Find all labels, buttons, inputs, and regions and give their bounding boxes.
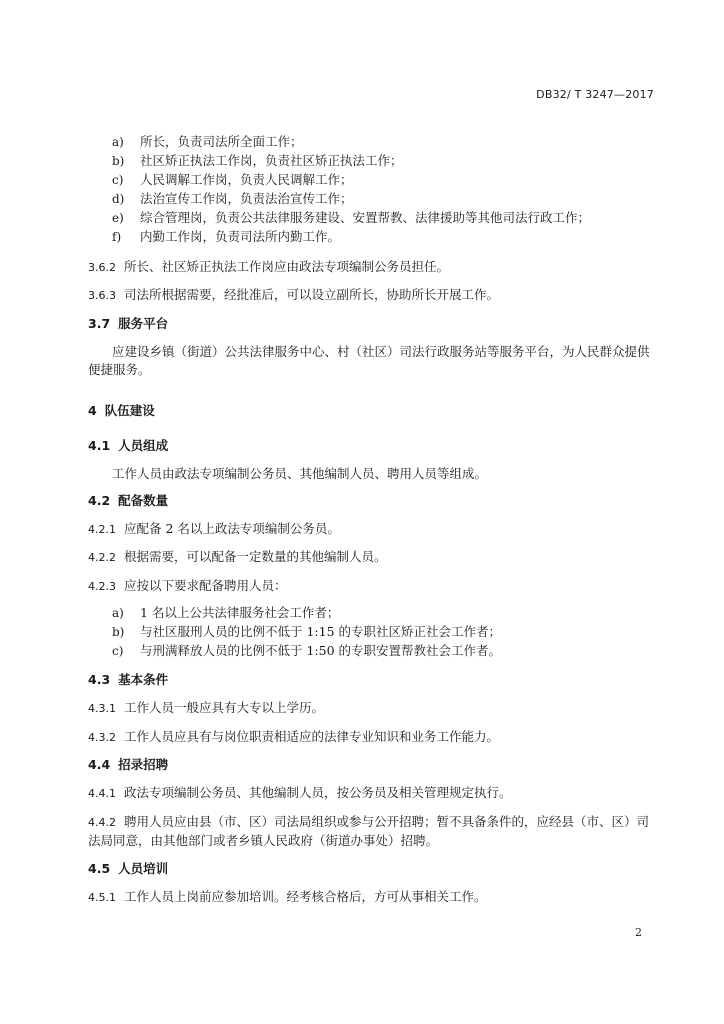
clause-number: 4.3.2 [88, 731, 116, 744]
list-text: 法治宣传工作岗，负责法治宣传工作； [140, 191, 353, 206]
section-title: 基本条件 [118, 672, 169, 687]
section-number: 3.7 [88, 316, 111, 331]
list-item [112, 642, 658, 660]
section-title: 招录招聘 [118, 757, 169, 772]
list-text: 与刑满释放人员的比例不低于 1:50 的专职安置帮教社会工作者。 [140, 643, 502, 658]
clause-number: 3.6.3 [88, 289, 116, 302]
list-text: 内勤工作岗，负责司法所内勤工作。 [140, 229, 341, 244]
section-heading-4 [88, 402, 658, 420]
list-marker: f) [112, 230, 122, 244]
section-number: 4.2 [88, 493, 111, 508]
clause-number: 4.5.1 [88, 891, 116, 904]
clause-4-4-1 [88, 784, 658, 803]
clause-number: 3.6.2 [88, 261, 116, 274]
list-item [112, 209, 658, 227]
clause-number: 4.2.3 [88, 580, 116, 593]
list-item [112, 604, 658, 622]
section-title: 人员培训 [118, 861, 169, 876]
section-title: 队伍建设 [104, 403, 155, 418]
list-marker: e) [112, 211, 124, 225]
clause-number: 4.2.1 [88, 523, 116, 536]
section-heading-4-2 [88, 492, 658, 510]
section-heading-4-4 [88, 756, 658, 774]
list-item [112, 171, 658, 189]
clause-text: 聘用人员应由县（市、区）司法局组织或参与公开招聘；暂不具备条件的，应经县（市、区）司法局同意，由其他部门或者乡镇人民政府（街道办事处）招聘。 [88, 814, 650, 848]
list-marker: d) [112, 192, 125, 206]
section-number: 4.5 [88, 861, 111, 876]
section-title: 服务平台 [118, 316, 169, 331]
list-item [112, 190, 658, 208]
clause-text: 工作人员一般应具有大专以上学历。 [124, 700, 325, 715]
clause-text: 应按以下要求配备聘用人员： [124, 578, 287, 593]
section-number: 4.3 [88, 672, 111, 687]
list-marker: a) [112, 135, 124, 149]
section-number: 4 [88, 403, 97, 418]
clause-text: 所长、社区矫正执法工作岗应由政法专项编制公务员担任。 [124, 259, 450, 274]
clause-4-4-2 [88, 813, 658, 850]
list-text: 与社区服刑人员的比例不低于 1:15 的专职社区矫正社会工作者； [140, 624, 502, 639]
section-heading-4-3 [88, 671, 658, 689]
clause-4-3-2 [88, 728, 658, 747]
clause-4-2-3 [88, 577, 658, 596]
list-text: 综合管理岗，负责公共法律服务建设、安置帮教、法律援助等其他司法行政工作； [140, 210, 591, 225]
list-item [112, 228, 658, 246]
list-text: 人民调解工作岗，负责人民调解工作； [140, 172, 353, 187]
page-number: 2 [635, 926, 642, 939]
clause-number: 4.2.2 [88, 551, 116, 564]
list-marker: c) [112, 173, 124, 187]
clause-text: 根据需要，可以配备一定数量的其他编制人员。 [124, 549, 387, 564]
clause-text: 政法专项编制公务员、其他编制人员，按公务员及相关管理规定执行。 [124, 785, 512, 800]
list-item [112, 623, 658, 641]
paragraph-3-7: 应建设乡镇（街道）公共法律服务中心、村（社区）司法行政服务站等服务平台，为人民群众提供便捷服务。 [88, 344, 650, 377]
clause-4-3-1 [88, 699, 658, 718]
clause-number: 4.4.1 [88, 787, 116, 800]
section-heading-4-1 [88, 437, 658, 455]
list-text: 所长，负责司法所全面工作； [140, 134, 303, 149]
section-heading-4-5 [88, 860, 658, 878]
paragraph-4-1: 工作人员由政法专项编制公务员、其他编制人员、聘用人员等组成。 [112, 466, 488, 481]
clause-4-2-2 [88, 548, 658, 567]
section-title: 配备数量 [118, 493, 169, 508]
section-number: 4.4 [88, 757, 111, 772]
section-title: 人员组成 [118, 438, 169, 453]
clause-text: 应配备 2 名以上政法专项编制公务员。 [124, 521, 340, 536]
clause-number: 4.4.2 [88, 816, 116, 829]
clause-3-6-3 [88, 286, 658, 305]
clause-text: 工作人员上岗前应参加培训。经考核合格后，方可从事相关工作。 [124, 889, 487, 904]
clause-text: 司法所根据需要，经批准后，可以设立副所长，协助所长开展工作。 [124, 287, 500, 302]
list-text: 1 名以上公共法律服务社会工作者； [140, 605, 340, 620]
list-marker: b) [112, 154, 125, 168]
clause-number: 4.3.1 [88, 702, 116, 715]
list-marker: c) [112, 644, 124, 658]
document-code: DB32/ T 3247—2017 [536, 88, 654, 101]
clause-3-6-2 [88, 258, 658, 277]
list-text: 社区矫正执法工作岗，负责社区矫正执法工作； [140, 153, 403, 168]
clause-text: 工作人员应具有与岗位职责相适应的法律专业知识和业务工作能力。 [124, 729, 500, 744]
clause-4-5-1 [88, 888, 658, 907]
clause-4-2-1 [88, 520, 658, 539]
section-number: 4.1 [88, 438, 111, 453]
list-marker: a) [112, 606, 124, 620]
list-item [112, 133, 658, 151]
section-heading-3-7 [88, 315, 658, 333]
list-marker: b) [112, 625, 125, 639]
list-item [112, 152, 658, 170]
